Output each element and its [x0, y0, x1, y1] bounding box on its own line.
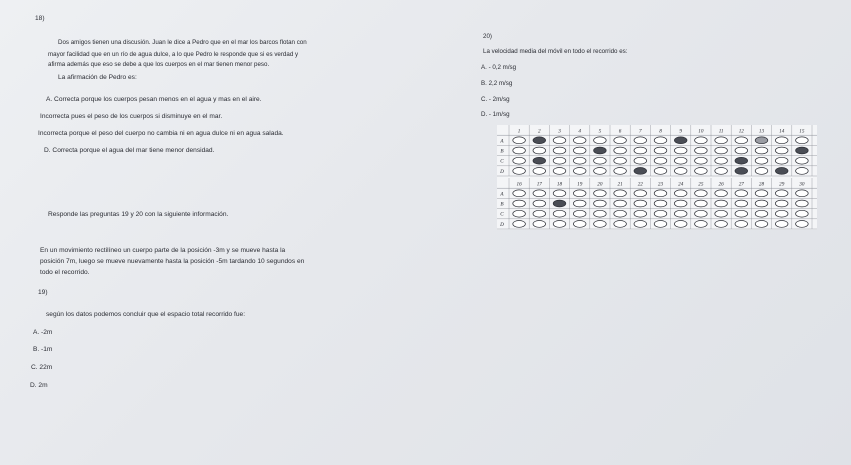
- sheet-block-2-bubble-19-C: [573, 210, 586, 217]
- sheet-block-1-number-9: 9: [679, 128, 682, 135]
- sheet-block-1-number-2: 2: [538, 128, 541, 135]
- sheet-block-1-bubble-1-C: [513, 157, 526, 164]
- sheet-block-1-row-letter-A: A: [500, 138, 504, 145]
- sheet-block-1-bubble-2-C: [533, 157, 546, 164]
- sheet-block-1-bubble-8-B: [654, 147, 667, 154]
- sheet-block-2-bubble-21-D: [614, 221, 627, 228]
- sheet-block-1-bubble-5-C: [594, 157, 607, 164]
- sheet-block-2-bubble-28-D: [755, 221, 768, 228]
- sheet-block-1-bubble-6-C: [614, 157, 627, 164]
- question-20-option-c: C. - 2m/sg: [481, 96, 510, 103]
- sheet-block-1-bubble-3-C: [553, 157, 566, 164]
- question-18-line-1: Dos amigos tienen una discusión. Juan le dice a Pedro que en el mar los barcos flotan con: [58, 39, 307, 46]
- sheet-block-2-bubble-18-A: [553, 190, 566, 197]
- sheet-block-1-bubble-3-D: [553, 168, 566, 175]
- sheet-block-1-bubble-1-D: [513, 168, 526, 175]
- sheet-block-2-row-letter-A: A: [500, 191, 504, 198]
- sheet-block-2-bubble-17-D: [533, 221, 546, 228]
- sheet-block-1-bubble-7-B: [634, 147, 647, 154]
- sheet-block-1-bubble-2-D: [533, 168, 546, 175]
- sheet-block-1-bubble-14-D: [775, 168, 788, 175]
- sheet-block-1-bubble-7-D: [634, 168, 647, 175]
- sheet-block-2-bubble-30-C: [796, 210, 809, 217]
- sheet-block-2-bubble-30-B: [796, 200, 809, 207]
- sheet-block-1-bubble-12-D: [735, 168, 748, 175]
- sheet-block-1-bubble-1-A: [513, 137, 526, 144]
- sheet-block-2-bubble-19-B: [573, 200, 586, 207]
- question-19-option-d: D. 2m: [30, 382, 48, 389]
- sheet-block-2-bubble-20-C: [594, 210, 607, 217]
- sheet-block-2-number-22: 22: [637, 181, 643, 188]
- sheet-block-1-number-1: 1: [517, 128, 521, 135]
- sheet-block-2-bubble-19-A: [573, 190, 586, 197]
- sheet-block-1-bubble-12-C: [735, 157, 748, 164]
- sheet-block-2-number-17: 17: [536, 181, 542, 188]
- sheet-block-2-bubble-30-A: [796, 190, 809, 197]
- info-line-2: posición 7m, luego se mueve nuevamente hasta la posición -5m tardando 10 segundos en: [40, 258, 305, 265]
- sheet-block-2-bubble-24-A: [674, 190, 687, 197]
- question-19-prompt: según los datos podemos concluir que el espacio total recorrido fue:: [46, 311, 246, 318]
- question-18-line-3: afirma además que eso se debe a que los cuerpos en el mar tienen menor peso.: [48, 61, 270, 68]
- sheet-block-2-bubble-28-C: [755, 210, 768, 217]
- sheet-block-2-bubble-19-D: [573, 221, 586, 228]
- sheet-block-2-bubble-22-D: [634, 221, 647, 228]
- sheet-block-2-bubble-22-A: [634, 190, 647, 197]
- sheet-block-2-number-18: 18: [556, 181, 563, 188]
- sheet-block-1-bubble-15-C: [796, 157, 809, 164]
- sheet-block-2-row-letter-D: D: [500, 221, 504, 228]
- sheet-block-1-bubble-9-B: [674, 147, 687, 154]
- sheet-block-1-bubble-12-A: [735, 137, 748, 144]
- sheet-block-2-number-19: 19: [577, 181, 583, 188]
- question-20-option-b: B. 2,2 m/sg: [481, 80, 513, 87]
- sheet-block-2-bubble-29-A: [775, 190, 788, 197]
- sheet-block-1-number-4: 4: [578, 128, 581, 135]
- sheet-block-1-bubble-10-A: [695, 137, 708, 144]
- sheet-block-2-bubble-26-A: [715, 190, 728, 197]
- sheet-block-1-bubble-7-A: [634, 137, 647, 144]
- answer-sheet: [497, 125, 817, 230]
- sheet-block-1-bubble-11-D: [715, 168, 728, 175]
- sheet-block-2-bubble-17-B: [533, 200, 546, 207]
- sheet-block-2-bubble-27-B: [735, 200, 748, 207]
- sheet-block-2-bubble-23-D: [654, 221, 667, 228]
- sheet-block-2-bubble-28-B: [755, 200, 768, 207]
- question-18-prompt: La afirmación de Pedro es:: [58, 74, 137, 81]
- info-intro: Responde las preguntas 19 y 20 con la siguiente información.: [48, 211, 229, 218]
- sheet-block-2-bubble-26-B: [715, 200, 728, 207]
- sheet-block-1-bubble-10-D: [695, 168, 708, 175]
- sheet-block-1-row-letter-C: C: [500, 158, 504, 165]
- sheet-block-1-number-5: 5: [598, 128, 602, 135]
- sheet-block-2-bubble-23-C: [654, 210, 667, 217]
- sheet-block-2-bubble-25-D: [695, 221, 708, 228]
- sheet-block-2-bubble-25-A: [695, 190, 708, 197]
- sheet-block-2-bubble-21-B: [614, 200, 627, 207]
- sheet-block-2-bubble-17-C: [533, 210, 546, 217]
- question-18-number: 18): [35, 15, 45, 22]
- sheet-block-1-bubble-4-B: [573, 147, 586, 154]
- sheet-block-1-bubble-8-C: [654, 157, 667, 164]
- sheet-block-1-bubble-8-A: [654, 137, 667, 144]
- sheet-block-1-bubble-6-B: [614, 147, 627, 154]
- question-18-option-b: Incorrecta pues el peso de los cuerpos si disminuye en el mar.: [40, 113, 223, 120]
- sheet-block-2-bubble-16-C: [513, 210, 526, 217]
- sheet-block-2-bubble-17-A: [533, 190, 546, 197]
- sheet-block-2-bubble-25-B: [695, 200, 708, 207]
- sheet-block-1-bubble-11-A: [715, 137, 728, 144]
- sheet-block-2-bubble-24-C: [674, 210, 687, 217]
- question-18-option-d: D. Correcta porque el agua del mar tiene menor densidad.: [44, 147, 215, 154]
- info-line-3: todo el recorrido.: [40, 269, 90, 276]
- sheet-block-1-bubble-5-B: [594, 147, 607, 154]
- sheet-block-1-bubble-1-B: [513, 147, 526, 154]
- sheet-block-1-bubble-8-D: [654, 168, 667, 175]
- sheet-block-2-bubble-16-B: [513, 200, 526, 207]
- sheet-block-1-bubble-5-A: [594, 137, 607, 144]
- sheet-block-1-bubble-9-C: [674, 157, 687, 164]
- sheet-block-1-number-14: 14: [779, 128, 785, 135]
- sheet-block-2-bubble-23-B: [654, 200, 667, 207]
- sheet-block-1-bubble-15-D: [796, 168, 809, 175]
- question-20-option-a: A. - 0,2 m/sg: [481, 64, 517, 71]
- sheet-block-2-bubble-23-A: [654, 190, 667, 197]
- question-19-option-a: A. -2m: [33, 329, 53, 336]
- sheet-block-1-bubble-3-A: [553, 137, 566, 144]
- sheet-block-1-number-10: 10: [698, 128, 704, 135]
- sheet-block-1-row-letter-B: B: [500, 148, 504, 155]
- sheet-block-1-number-11: 11: [718, 128, 724, 135]
- sheet-block-1-bubble-11-B: [715, 147, 728, 154]
- sheet-block-2-number-28: 28: [758, 181, 765, 188]
- question-19-number: 19): [38, 289, 48, 296]
- question-20-prompt: La velocidad media del móvil en todo el recorrido es:: [483, 48, 628, 55]
- sheet-block-2-bubble-29-B: [775, 200, 788, 207]
- sheet-block-1-bubble-11-C: [715, 157, 728, 164]
- sheet-block-2-number-25: 25: [698, 181, 704, 188]
- sheet-block-1-bubble-4-C: [573, 157, 586, 164]
- sheet-block-1-bubble-13-D: [755, 168, 768, 175]
- sheet-block-2-number-29: 29: [779, 181, 785, 188]
- sheet-block-1-bubble-14-B: [775, 147, 788, 154]
- question-20-number: 20): [483, 33, 492, 40]
- sheet-block-1-bubble-12-B: [735, 147, 748, 154]
- sheet-block-1-bubble-10-B: [695, 147, 708, 154]
- sheet-block-2-bubble-27-A: [735, 190, 748, 197]
- sheet-block-2-bubble-26-D: [715, 221, 728, 228]
- sheet-block-1-number-15: 15: [799, 128, 805, 135]
- sheet-block-1-number-8: 8: [659, 128, 662, 135]
- sheet-block-2-number-24: 24: [678, 181, 684, 188]
- sheet-block-1-number-6: 6: [618, 128, 622, 135]
- sheet-block-2-bubble-30-D: [796, 221, 809, 228]
- sheet-block-2-bubble-28-A: [755, 190, 768, 197]
- sheet-block-1-bubble-6-A: [614, 137, 627, 144]
- sheet-block-2-row-letter-B: B: [500, 201, 504, 208]
- sheet-block-2-bubble-16-A: [513, 190, 526, 197]
- sheet-block-1-number-3: 3: [558, 128, 561, 135]
- sheet-block-2-bubble-26-C: [715, 210, 728, 217]
- question-20-option-d: D. - 1m/sg: [481, 111, 510, 118]
- sheet-block-2-bubble-27-D: [735, 221, 748, 228]
- sheet-block-2-row-letter-C: C: [500, 211, 504, 218]
- sheet-block-1-number-13: 13: [758, 128, 765, 135]
- sheet-block-2-number-23: 23: [657, 181, 664, 188]
- sheet-block-2-number-27: 27: [738, 181, 744, 188]
- sheet-block-1-bubble-14-C: [775, 157, 788, 164]
- sheet-block-1-bubble-15-B: [796, 147, 809, 154]
- sheet-block-1-bubble-2-A: [533, 137, 546, 144]
- sheet-block-2-bubble-21-C: [614, 210, 627, 217]
- sheet-block-2-bubble-29-C: [775, 210, 788, 217]
- sheet-block-1-bubble-4-D: [573, 168, 586, 175]
- sheet-block-1-bubble-9-D: [674, 168, 687, 175]
- sheet-block-1-number-7: 7: [639, 128, 642, 135]
- question-18-option-c: Incorrecta porque el peso del cuerpo no cambia ni en agua dulce ni en agua salada.: [38, 130, 284, 137]
- sheet-block-1-bubble-5-D: [594, 168, 607, 175]
- question-19-option-b: B. -1m: [33, 346, 53, 353]
- sheet-block-2-bubble-21-A: [614, 190, 627, 197]
- sheet-block-2-bubble-18-C: [553, 210, 566, 217]
- sheet-block-2-bubble-20-D: [594, 221, 607, 228]
- sheet-block-1-bubble-4-A: [573, 137, 586, 144]
- question-18-option-a: A. Correcta porque los cuerpos pesan menos en el agua y mas en el aire.: [46, 96, 262, 103]
- sheet-block-2-bubble-27-C: [735, 210, 748, 217]
- sheet-block-2-bubble-18-D: [553, 221, 566, 228]
- sheet-block-2-bubble-22-C: [634, 210, 647, 217]
- sheet-block-1-bubble-13-B: [755, 147, 768, 154]
- sheet-block-2-bubble-18-B: [553, 200, 566, 207]
- sheet-block-2-bubble-24-D: [674, 221, 687, 228]
- sheet-block-1-bubble-10-C: [695, 157, 708, 164]
- sheet-block-1-bubble-14-A: [775, 137, 788, 144]
- sheet-block-2-number-26: 26: [718, 181, 724, 188]
- sheet-block-1-bubble-2-B: [533, 147, 546, 154]
- sheet-block-2-number-16: 16: [516, 181, 522, 188]
- sheet-block-1-bubble-15-A: [796, 137, 809, 144]
- sheet-block-1-bubble-6-D: [614, 168, 627, 175]
- sheet-block-1-bubble-3-B: [553, 147, 566, 154]
- sheet-block-2-bubble-20-B: [594, 200, 607, 207]
- sheet-block-2-number-30: 30: [799, 181, 805, 188]
- sheet-block-1-bubble-13-C: [755, 157, 768, 164]
- question-19-option-c: C. 22m: [31, 364, 53, 371]
- sheet-block-2-bubble-25-C: [695, 210, 708, 217]
- info-line-1: En un movimiento rectilíneo un cuerpo parte de la posición -3m y se mueve hasta la: [40, 247, 286, 254]
- sheet-block-1-row-letter-D: D: [500, 168, 504, 175]
- sheet-block-1-number-12: 12: [738, 128, 744, 135]
- sheet-block-1-bubble-9-A: [674, 137, 687, 144]
- sheet-block-1-bubble-13-A: [755, 137, 768, 144]
- answer-sheet-grid: [497, 125, 817, 230]
- sheet-block-2-bubble-20-A: [594, 190, 607, 197]
- sheet-block-2-number-20: 20: [597, 181, 603, 188]
- question-18-line-2: mayor facilidad que en un río de agua dulce, a lo que Pedro le responde que si es verdad y: [48, 51, 299, 58]
- sheet-block-2-bubble-24-B: [674, 200, 687, 207]
- sheet-block-2-bubble-22-B: [634, 200, 647, 207]
- sheet-block-2-bubble-16-D: [513, 221, 526, 228]
- sheet-block-2-number-21: 21: [617, 181, 623, 188]
- sheet-block-1-bubble-7-C: [634, 157, 647, 164]
- sheet-block-2-bubble-29-D: [775, 221, 788, 228]
